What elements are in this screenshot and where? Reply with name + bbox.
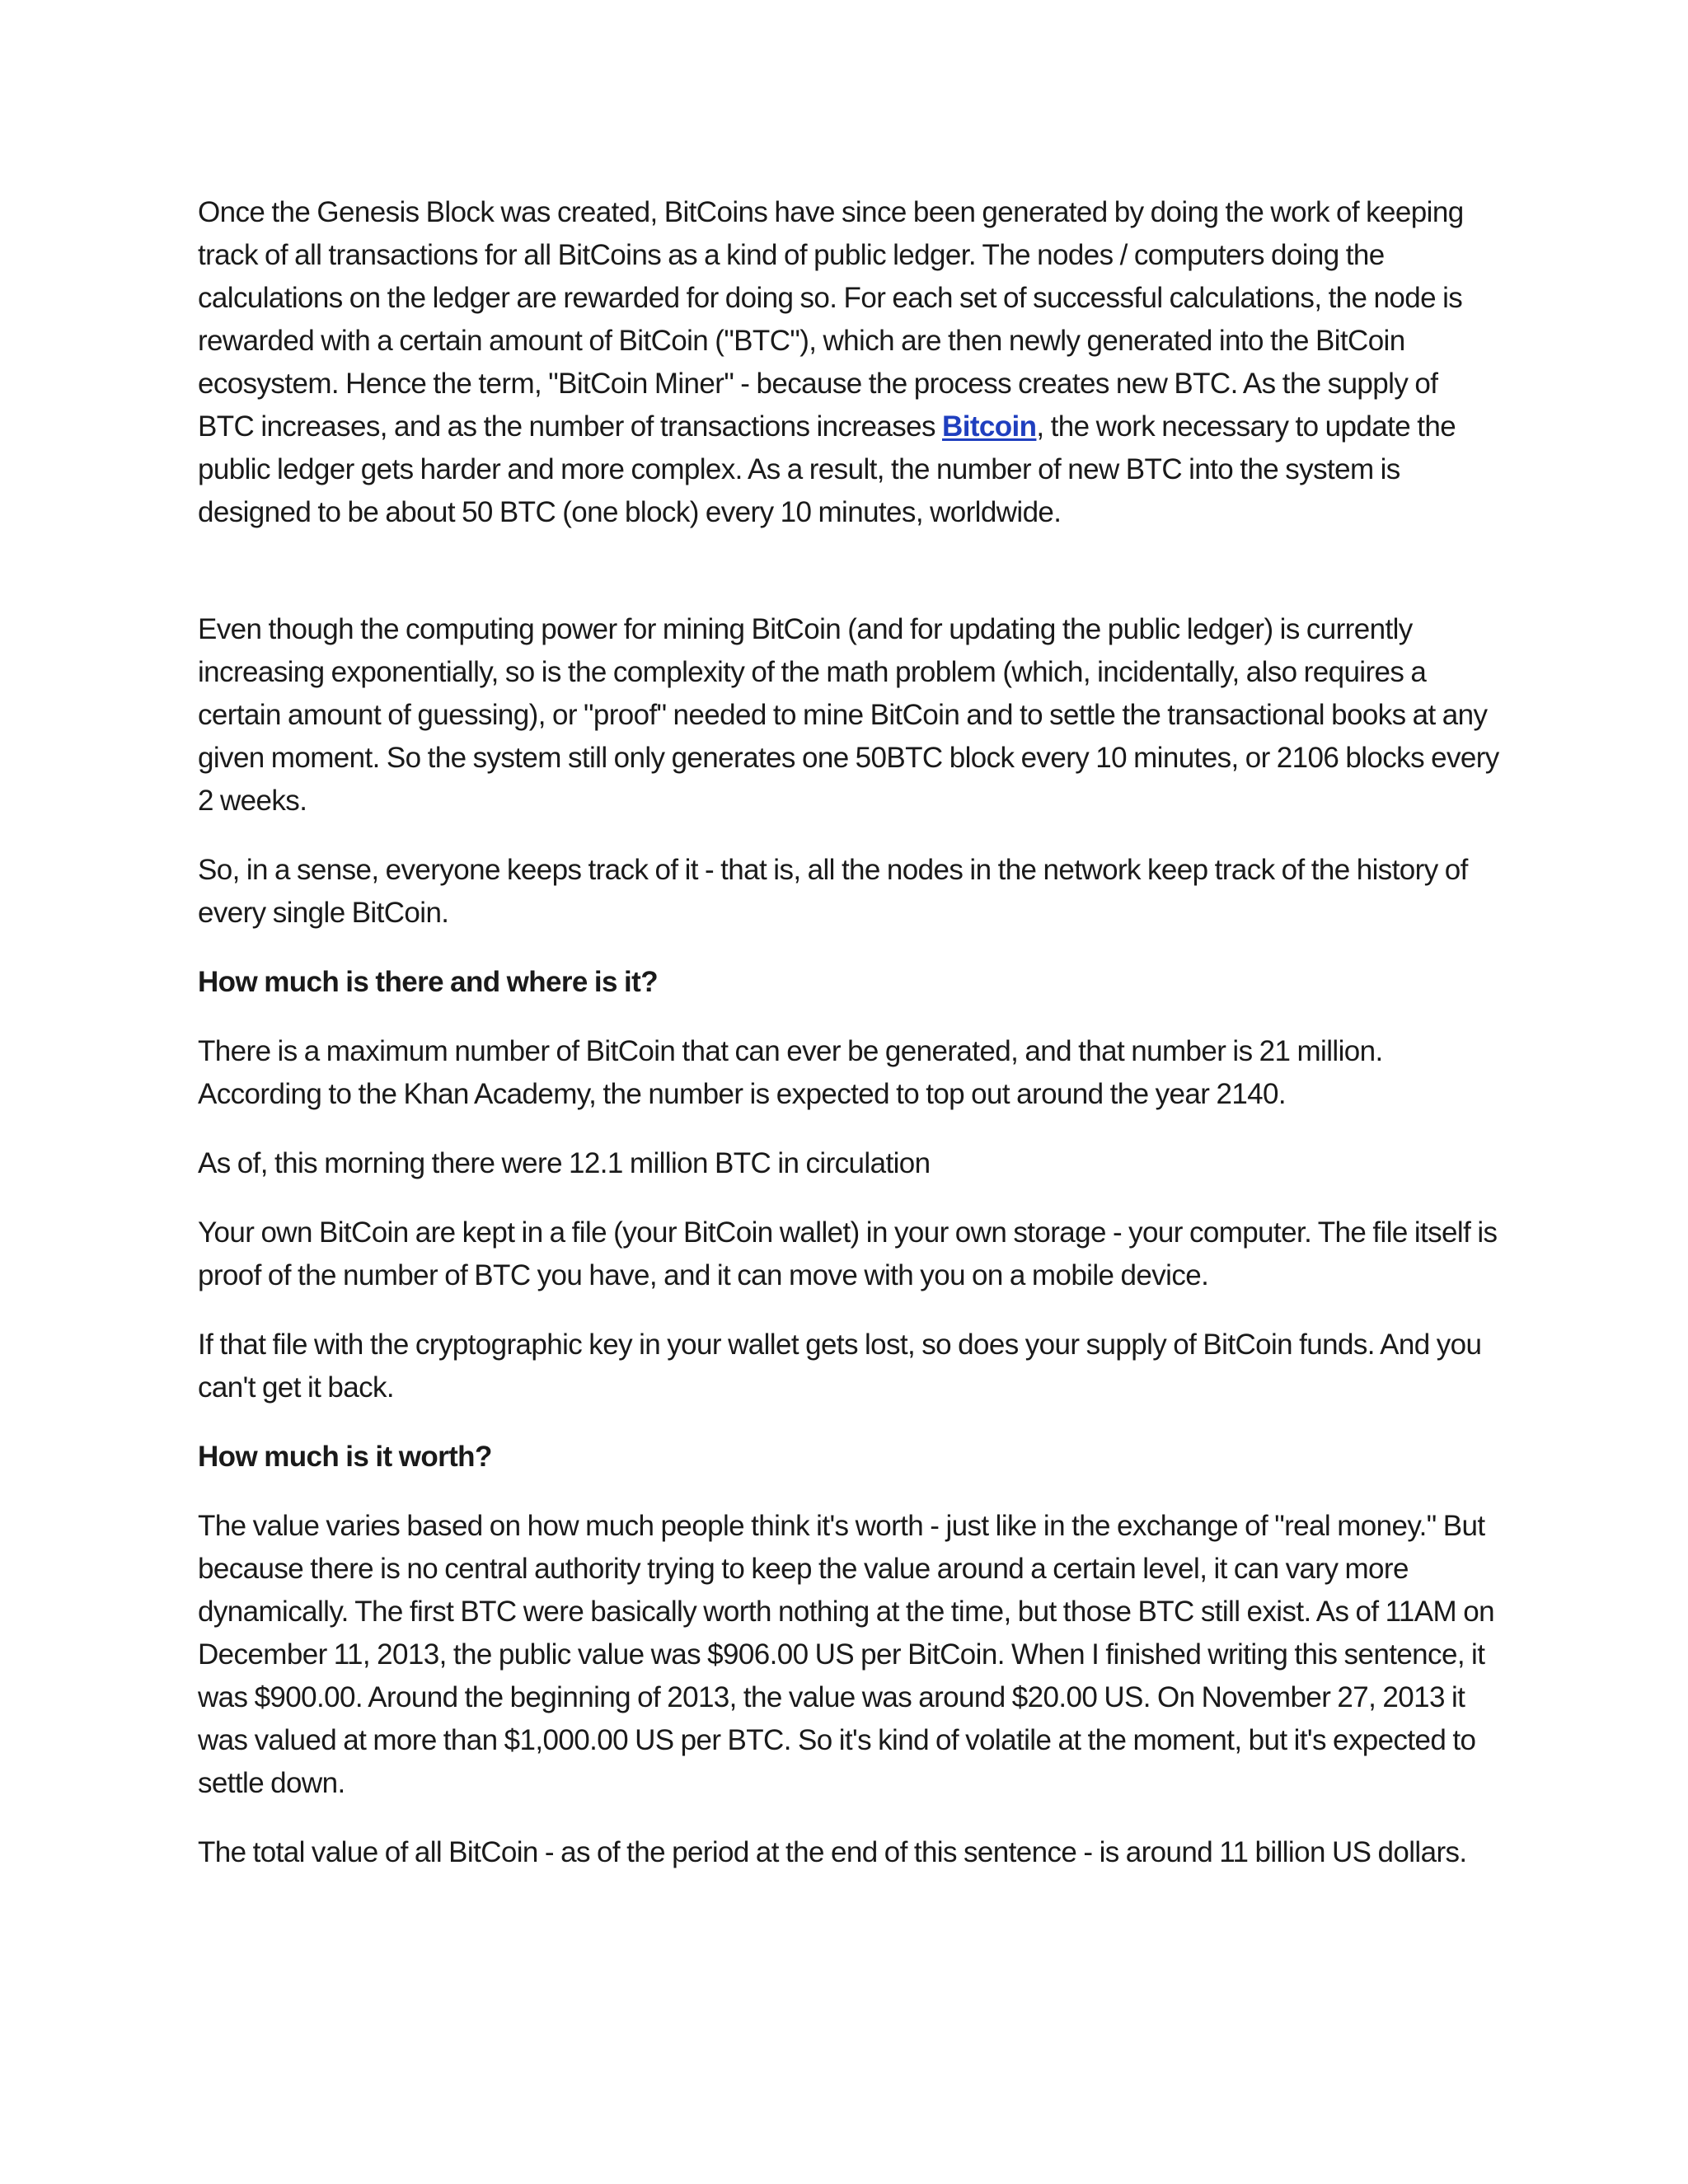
heading-how-much-where: How much is there and where is it? [198, 966, 658, 998]
paragraph-lost-wallet: If that file with the cryptographic key in your wallet gets lost, so does your supply of BitCoin funds. And you can't get it back. [198, 1329, 1482, 1404]
document-body [198, 191, 1500, 1900]
paragraph-everyone-keeps-track: So, in a sense, everyone keeps track of it - that is, all the nodes in the network keep track of the history of every single BitCoin. [198, 854, 1468, 929]
paragraph-value-varies: The value varies based on how much people think it's worth - just like in the exchange of "real money." But because there is no central authority trying to keep the value around a certain level, it can vary more dynamically. The first BTC were basically worth nothing at the time, but those BTC still exist. As of 11AM on December 11, 2013, the public value was $906.00 US per BitCoin. When I finished writing this sentence, it was $900.00. Around the beginning of 2013, the value was around $20.00 US. On November 27, 2013 it was valued at more than $1,000.00 US per BTC. So it's kind of volatile at the moment, but it's expected to settle down. [198, 1510, 1494, 1799]
paragraph-genesis-block [198, 191, 1500, 534]
paragraph-genesis-text-end: , the work necessary to update the public ledger gets harder and more complex. As a result, the number of new BTC into the system is designed to be about 50 BTC (one block) every 10 minutes, worldwide. [198, 410, 1456, 528]
bitcoin-link[interactable]: Bitcoin [942, 410, 1037, 443]
paragraph-maximum-number: There is a maximum number of BitCoin that can ever be generated, and that number is 21 million. According to the Khan Academy, the number is expected to top out around the year 2140. [198, 1035, 1383, 1110]
paragraph-total-value: The total value of all BitCoin - as of the period at the end of this sentence - is around 11 billion US dollars. [198, 1836, 1467, 1868]
paragraph-computing-power: Even though the computing power for mining BitCoin (and for updating the public ledger) is currently increasing exponentially, so is the complexity of the math problem (which, incidentally, also requires a certain amount of guessing), or "proof" needed to mine BitCoin and to settle the transactional books at any given moment. So the system still only generates one 50BTC block every 10 minutes, or 2106 blocks every 2 weeks. [198, 613, 1499, 817]
paragraph-circulation: As of, this morning there were 12.1 million BTC in circulation [198, 1147, 931, 1179]
paragraph-wallet-storage: Your own BitCoin are kept in a file (your BitCoin wallet) in your own storage - your computer. The file itself is proof of the number of BTC you have, and it can move with you on a mobile device. [198, 1216, 1498, 1291]
paragraph-genesis-text-start: Once the Genesis Block was created, BitCoins have since been generated by doing the work of keeping track of all transactions for all BitCoins as a kind of public ledger. The nodes / computers doing the calculations on the ledger are rewarded for doing so. For each set of successful calculations, the node is rewarded with a certain amount of BitCoin ("BTC"), which are then newly generated into the BitCoin ecosystem. Hence the term, "BitCoin Miner" - because the process creates new BTC. As the supply of BTC increases, and as the number of transactions increases [198, 196, 1464, 443]
heading-how-much-worth: How much is it worth? [198, 1441, 492, 1473]
